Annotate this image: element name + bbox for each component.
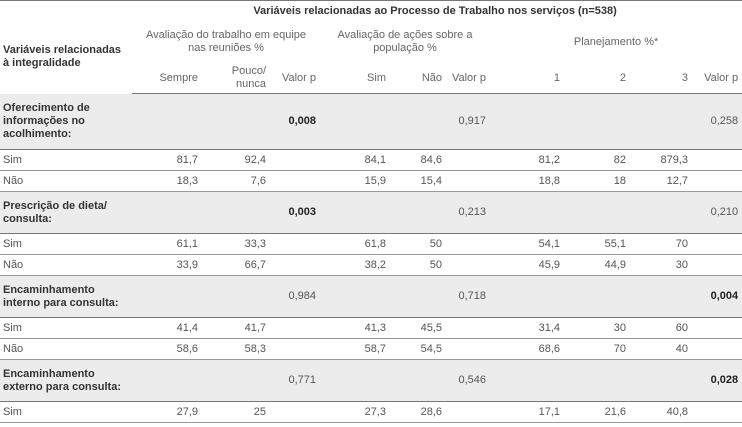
subheader-sempre: Sempre bbox=[132, 63, 202, 94]
value-cell: 84,6 bbox=[390, 150, 446, 171]
p-value: 0,546 bbox=[446, 360, 490, 402]
p-value: 0,718 bbox=[446, 276, 490, 318]
value-cell: 81,7 bbox=[132, 150, 202, 171]
value-cell: 41,3 bbox=[320, 318, 390, 339]
group-header-planning: Planejamento %* bbox=[573, 35, 659, 48]
section-row bbox=[0, 360, 742, 402]
value-cell: 21,6 bbox=[564, 402, 630, 423]
value-cell: 7,6 bbox=[202, 171, 270, 192]
value-cell: 40,8 bbox=[630, 402, 692, 423]
value-cell: 50 bbox=[390, 255, 446, 276]
value-cell: 58,3 bbox=[202, 339, 270, 360]
header-row-groups bbox=[0, 21, 742, 63]
section-label: Encaminhamento externo para consulta: bbox=[0, 360, 132, 402]
row-label: Sim bbox=[0, 150, 132, 171]
header-row-title bbox=[0, 1, 742, 22]
section-row bbox=[0, 192, 742, 234]
section-row bbox=[0, 94, 742, 150]
value-cell: 30 bbox=[630, 255, 692, 276]
value-cell: 92,4 bbox=[202, 150, 270, 171]
value-cell: 879,3 bbox=[630, 150, 692, 171]
value-cell: 68,6 bbox=[490, 339, 564, 360]
p-value: 0,917 bbox=[446, 94, 490, 150]
table-title: Variáveis relacionadas ao Processo de Trabalho nos serviços (n=538) bbox=[132, 1, 742, 22]
value-cell: 15,9 bbox=[320, 171, 390, 192]
p-value: 0,984 bbox=[270, 276, 320, 318]
p-value: 0,213 bbox=[446, 192, 490, 234]
table-row bbox=[0, 234, 742, 255]
row-label: Sim bbox=[0, 234, 132, 255]
table-row bbox=[0, 255, 742, 276]
row-label: Sim bbox=[0, 402, 132, 423]
value-cell: 27,3 bbox=[320, 402, 390, 423]
table-row bbox=[0, 402, 742, 423]
value-cell: 45,5 bbox=[390, 318, 446, 339]
value-cell: 33,9 bbox=[132, 255, 202, 276]
table-row bbox=[0, 150, 742, 171]
group-header-team: Avaliação do trabalho em equipe nas reuniões % bbox=[145, 29, 307, 54]
p-value: 0,003 bbox=[270, 192, 320, 234]
section-label: Oferecimento de informações no acolhimento: bbox=[0, 94, 132, 150]
value-cell: 18,8 bbox=[490, 171, 564, 192]
value-cell: 50 bbox=[390, 234, 446, 255]
subheader-sim: Sim bbox=[320, 63, 390, 94]
value-cell: 31,4 bbox=[490, 318, 564, 339]
value-cell: 54,1 bbox=[490, 234, 564, 255]
table-row bbox=[0, 171, 742, 192]
value-cell: 15,4 bbox=[390, 171, 446, 192]
value-cell: 70 bbox=[564, 339, 630, 360]
value-cell: 61,1 bbox=[132, 234, 202, 255]
value-cell: 82 bbox=[564, 150, 630, 171]
value-cell: 58,6 bbox=[132, 339, 202, 360]
value-cell: 18 bbox=[564, 171, 630, 192]
subheader-planning-2: 2 bbox=[564, 63, 630, 94]
value-cell: 41,7 bbox=[202, 318, 270, 339]
value-cell: 60 bbox=[630, 318, 692, 339]
subheader-nao: Não bbox=[390, 63, 446, 94]
row-label: Não bbox=[0, 339, 132, 360]
row-label: Sim bbox=[0, 318, 132, 339]
value-cell: 70 bbox=[630, 234, 692, 255]
p-value: 0,008 bbox=[270, 94, 320, 150]
value-cell: 61,8 bbox=[320, 234, 390, 255]
subheader-valor-p: Valor p bbox=[446, 63, 490, 94]
p-value: 0,210 bbox=[692, 192, 742, 234]
value-cell: 27,9 bbox=[132, 402, 202, 423]
header-empty-cell bbox=[0, 1, 132, 22]
value-cell: 40 bbox=[630, 339, 692, 360]
value-cell: 44,9 bbox=[564, 255, 630, 276]
p-value: 0,258 bbox=[692, 94, 742, 150]
value-cell: 17,1 bbox=[490, 402, 564, 423]
value-cell: 41,4 bbox=[132, 318, 202, 339]
value-cell: 54,5 bbox=[390, 339, 446, 360]
section-row bbox=[0, 276, 742, 318]
value-cell: 55,1 bbox=[564, 234, 630, 255]
value-cell: 30 bbox=[564, 318, 630, 339]
table-row bbox=[0, 339, 742, 360]
section-label: Encaminhamento interno para consulta: bbox=[0, 276, 132, 318]
value-cell: 81,2 bbox=[490, 150, 564, 171]
p-value: 0,771 bbox=[270, 360, 320, 402]
value-cell: 12,7 bbox=[630, 171, 692, 192]
value-cell: 84,1 bbox=[320, 150, 390, 171]
section-label: Prescrição de dieta/ consulta: bbox=[0, 192, 132, 234]
value-cell: 45,9 bbox=[490, 255, 564, 276]
value-cell: 38,2 bbox=[320, 255, 390, 276]
row-label: Não bbox=[0, 255, 132, 276]
value-cell: 33,3 bbox=[202, 234, 270, 255]
row-header: Variáveis relacionadas à integralidade bbox=[3, 44, 122, 70]
row-label: Não bbox=[0, 171, 132, 192]
subheader-planning-1: 1 bbox=[490, 63, 564, 94]
value-cell: 18,3 bbox=[132, 171, 202, 192]
subheader-planning-3: 3 bbox=[630, 63, 692, 94]
value-cell: 25 bbox=[202, 402, 270, 423]
subheader-valor-p: Valor p bbox=[692, 63, 742, 94]
subheader-pouco: Pouco/ nunca bbox=[202, 63, 270, 94]
value-cell: 58,7 bbox=[320, 339, 390, 360]
p-value: 0,028 bbox=[692, 360, 742, 402]
value-cell: 28,6 bbox=[390, 402, 446, 423]
subheader-valor-p: Valor p bbox=[270, 63, 320, 94]
value-cell: 66,7 bbox=[202, 255, 270, 276]
p-value: 0,004 bbox=[692, 276, 742, 318]
group-header-population: Avaliação de ações sobre a população % bbox=[337, 29, 473, 54]
table-row bbox=[0, 318, 742, 339]
